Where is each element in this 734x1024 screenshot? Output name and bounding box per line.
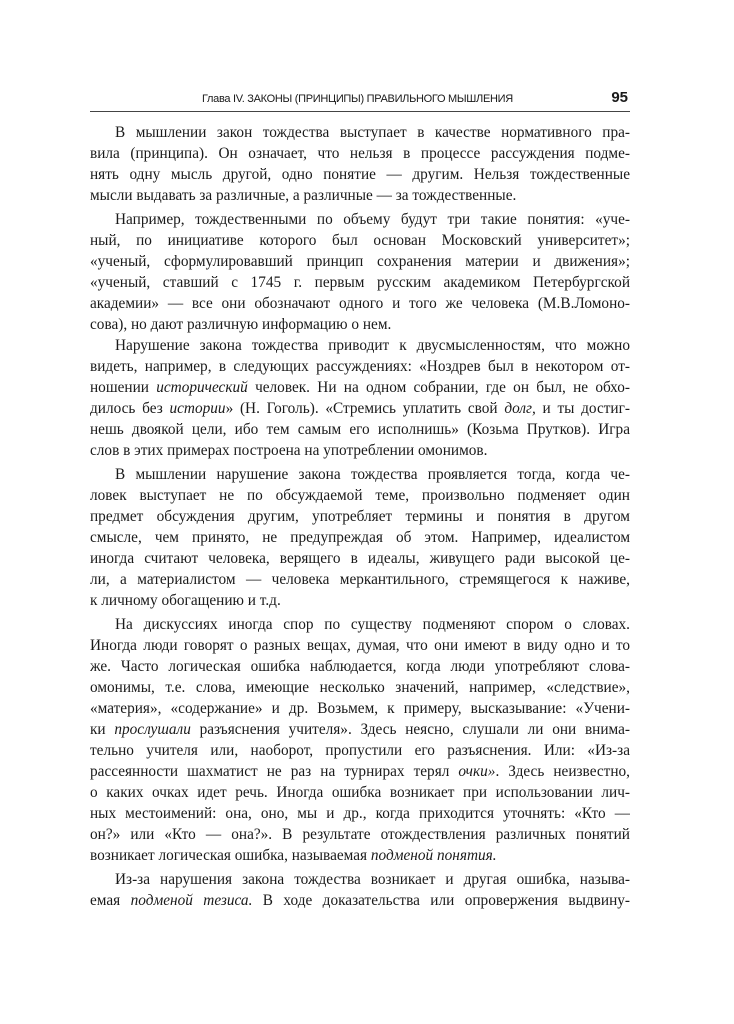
text-line: вила (принципа). Он означает, что нельзя в процессе рассуждения подме- (90, 145, 630, 162)
text-line: Иногда люди говорят о разных вещах, думая, что они имеют в виду одно и то (90, 637, 630, 654)
text-line: видеть, например, в следующих рассуждениях: «Ноздрев был в некотором от- (90, 358, 630, 375)
paragraph (90, 464, 630, 611)
text-line: сова), но дают различную информацию о нем. (90, 316, 392, 333)
text-run: ношении (90, 379, 157, 396)
text-line: «ученый, сформулировавший принцип сохранения материи и движения»; (90, 253, 630, 270)
text-line: Из-за нарушения закона тождества возникает и другая ошибка, называ- (115, 871, 630, 888)
text-line (90, 890, 630, 911)
emphasis: прослушали (114, 721, 191, 738)
emphasis: долг, (504, 400, 536, 417)
text-run: . Здесь неизвестно, (495, 763, 630, 780)
text-line: тельно учителя или, наоборот, пропустили его разъяснения. Или: «Из-за (90, 742, 630, 759)
text-line: о каких очках идет речь. Иногда ошибка возникает при использовании лич- (90, 784, 630, 801)
text-run: и ты достиг- (535, 400, 630, 417)
emphasis: подменой тезиса. (130, 892, 253, 909)
text-line: Например, тождественными по объему будут три такие понятия: «уче- (115, 211, 630, 228)
text-line: мысли выдавать за различные, а различные — за тождественные. (90, 187, 517, 204)
text-line: ловек выступает не по обсуждаемой теме, произвольно подменяет один (90, 487, 630, 504)
emphasis: исторический (156, 379, 248, 396)
body-text (90, 122, 630, 911)
emphasis: истории (169, 400, 226, 417)
text-line: В мышлении нарушение закона тождества проявляется тогда, когда че- (115, 466, 630, 483)
emphasis: очки» (458, 763, 496, 780)
paragraph (90, 869, 630, 911)
text-run: В ходе доказательства или опровержения выдвину- (252, 892, 630, 909)
text-line (90, 398, 630, 419)
text-line (90, 377, 630, 398)
text-line (90, 719, 630, 740)
text-line: слов в этих примерах построена на употреблении омонимов. (90, 442, 488, 459)
text-run: человек. Ни на одном собрании, где он был, не обхо- (247, 379, 630, 396)
text-line: На дискуссиях иногда спор по существу подменяют спором о словах. (115, 616, 630, 633)
text-line: иногда считают человека, верящего в идеалы, живущего ради высокой це- (90, 550, 630, 567)
text-line (90, 761, 630, 782)
text-run: разъяснения учителя». Здесь неясно, слушали ли они внима- (190, 721, 630, 738)
text-line: же. Часто логическая ошибка наблюдается, когда люди употребляют слова- (90, 658, 630, 675)
page-number: 95 (611, 89, 628, 106)
text-line: ли, а материалистом — человека меркантильного, стремящегося к наживе, (90, 571, 630, 588)
text-line: предмет обсуждения другим, употребляет термины и понятия в другом (90, 508, 630, 525)
text-line: Нарушение закона тождества приводит к двусмысленностям, что можно (115, 337, 630, 354)
text-line: нешь двоякой цели, ибо тем самым его исполнишь» (Козьма Прутков). Игра (90, 421, 630, 438)
chapter-title: Глава IV. ЗАКОНЫ (ПРИНЦИПЫ) ПРАВИЛЬНОГО МЫШЛЕНИЯ (202, 93, 513, 105)
text-run: ки (90, 721, 115, 738)
text-line: смысле, чем принято, не предупреждая об этом. Например, идеалистом (90, 529, 630, 546)
text-run: дилось без (90, 400, 170, 417)
text-line: «ученый, ставший с 1745 г. первым русским академиком Петербургской (90, 274, 630, 291)
text-line: к личному обогащению и т.д. (90, 592, 281, 609)
paragraph (90, 614, 630, 866)
text-line: «материя», «содержание» и др. Возьмем, к примеру, высказывание: «Учени- (90, 700, 630, 717)
emphasis: подменой понятия. (370, 847, 497, 864)
text-run: рассеянности шахматист не раз на турнирах терял (90, 763, 459, 780)
text-run: возникает логическая ошибка, называемая (90, 847, 371, 864)
text-line: омонимы, т.е. слова, имеющие несколько значений, например, «следствие», (90, 679, 630, 696)
paragraph (90, 335, 630, 461)
running-header (90, 91, 630, 112)
text-line (90, 845, 630, 866)
paragraph (90, 122, 630, 206)
text-line: ных местоимений: она, оно, мы и др., когда приходится уточнять: «Кто — (90, 805, 630, 822)
text-run: емая (90, 892, 131, 909)
text-line: В мышлении закон тождества выступает в качестве нормативного пра- (115, 124, 630, 141)
text-line: ный, по инициативе которого был основан Московский университет»; (90, 232, 630, 249)
text-line: академии» — все они обозначают одного и того же человека (М.В.Ломоно- (90, 295, 630, 312)
text-run: » (Н. Гоголь). «Стремись уплатить свой (225, 400, 505, 417)
text-line: нять одну мысль другой, одно понятие — другим. Нельзя тождественные (90, 166, 630, 183)
paragraph (90, 209, 630, 335)
text-line: он?» или «Кто — она?». В результате отождествления различных понятий (90, 826, 630, 843)
